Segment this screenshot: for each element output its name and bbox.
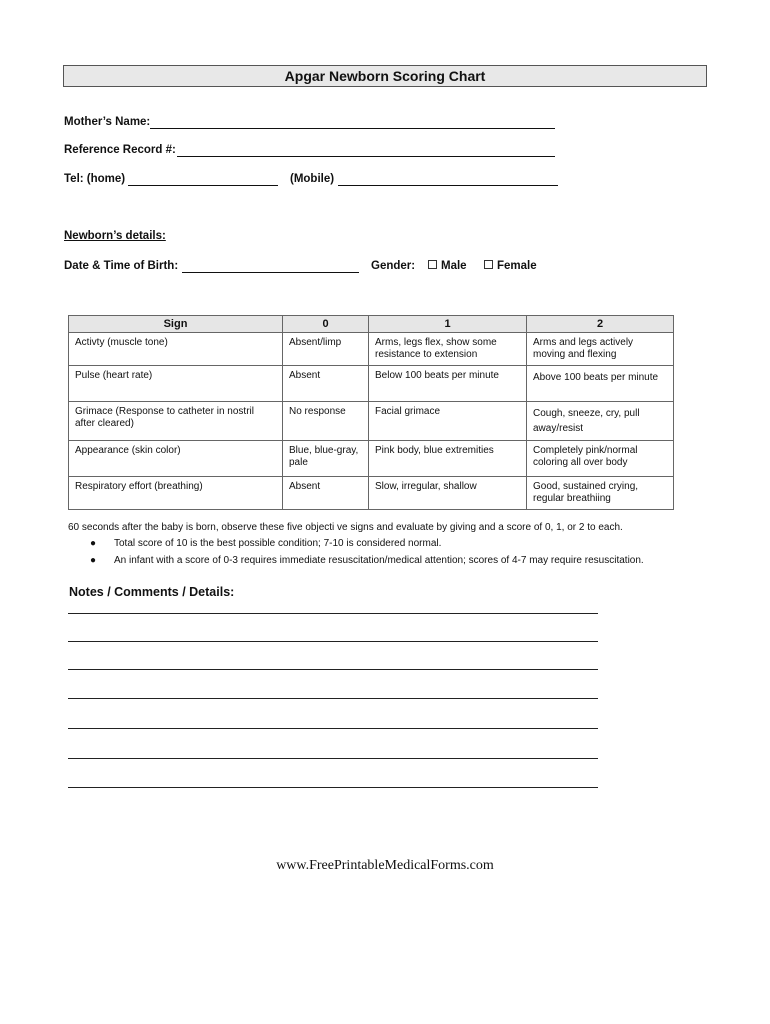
page-title: Apgar Newborn Scoring Chart	[63, 65, 707, 87]
score-0-cell: Absent/limp	[283, 333, 369, 366]
table-row	[69, 402, 674, 441]
score-2-cell: Arms and legs actively moving and flexing	[527, 333, 674, 366]
dob-label: Date & Time of Birth:	[64, 260, 179, 272]
tel-mobile-field[interactable]	[338, 185, 558, 186]
bullet-icon: ●	[90, 538, 97, 549]
bullet-text: Total score of 10 is the best possible condition; 7-10 is considered normal.	[114, 538, 442, 549]
male-label: Male	[441, 260, 467, 272]
table-header-row	[69, 316, 674, 333]
sign-cell: Activty (muscle tone)	[69, 333, 283, 366]
score-2-cell: Good, sustained crying, regular breathiing	[527, 477, 674, 510]
instructions-intro: 60 seconds after the baby is born, observe these five objecti ve signs and evaluate by giving and a score of 0, 1, or 2 to each.	[68, 522, 623, 533]
gender-label: Gender:	[371, 260, 416, 272]
tel-home-label: Tel: (home)	[64, 173, 126, 185]
notes-line[interactable]	[68, 613, 598, 614]
sign-cell: Grimace (Response to catheter in nostril after cleared)	[69, 402, 283, 441]
female-checkbox[interactable]	[484, 260, 493, 269]
header-sign: Sign	[69, 316, 283, 333]
score-0-cell: Blue, blue-gray, pale	[283, 441, 369, 477]
notes-line[interactable]	[68, 728, 598, 729]
notes-line[interactable]	[68, 758, 598, 759]
tel-home-field[interactable]	[128, 185, 278, 186]
instruction-bullet	[90, 555, 644, 566]
sign-cell: Pulse (heart rate)	[69, 366, 283, 402]
bullet-text: An infant with a score of 0-3 requires immediate resuscitation/medical attention; scores of 4-7 may require resuscitation.	[114, 555, 644, 566]
score-1-cell: Arms, legs flex, show some resistance to extension	[369, 333, 527, 366]
score-0-cell: Absent	[283, 366, 369, 402]
tel-mobile-label: (Mobile)	[290, 173, 335, 185]
score-0-cell: No response	[283, 402, 369, 441]
score-1-cell: Below 100 beats per minute	[369, 366, 527, 402]
notes-line[interactable]	[68, 787, 598, 788]
apgar-score-table	[68, 315, 674, 510]
score-0-cell: Absent	[283, 477, 369, 510]
table-row	[69, 333, 674, 366]
newborn-details-heading: Newborn’s details:	[64, 230, 166, 242]
notes-line[interactable]	[68, 669, 598, 670]
sign-cell: Respiratory effort (breathing)	[69, 477, 283, 510]
mothers-name-label: Mother’s Name:	[64, 116, 151, 128]
notes-line[interactable]	[68, 641, 598, 642]
score-1-cell: Pink body, blue extremities	[369, 441, 527, 477]
score-2-cell: Above 100 beats per minute	[527, 366, 674, 402]
instruction-bullet	[90, 538, 441, 549]
gender-female-option[interactable]	[484, 260, 537, 272]
gender-male-option[interactable]	[428, 260, 467, 272]
score-2-cell: Completely pink/normal coloring all over body	[527, 441, 674, 477]
reference-record-label: Reference Record #:	[64, 144, 176, 156]
header-score-0: 0	[283, 316, 369, 333]
female-label: Female	[497, 260, 537, 272]
table-row	[69, 366, 674, 402]
table-row	[69, 441, 674, 477]
header-score-1: 1	[369, 316, 527, 333]
score-1-cell: Slow, irregular, shallow	[369, 477, 527, 510]
dob-field[interactable]	[182, 272, 359, 273]
table-row	[69, 477, 674, 510]
notes-heading: Notes / Comments / Details:	[69, 585, 235, 599]
sign-cell: Appearance (skin color)	[69, 441, 283, 477]
score-2-cell: Cough, sneeze, cry, pull away/resist	[527, 402, 674, 441]
header-score-2: 2	[527, 316, 674, 333]
notes-line[interactable]	[68, 698, 598, 699]
mothers-name-field[interactable]	[150, 128, 555, 129]
male-checkbox[interactable]	[428, 260, 437, 269]
score-1-cell: Facial grimace	[369, 402, 527, 441]
reference-record-field[interactable]	[177, 156, 555, 157]
bullet-icon: ●	[90, 555, 97, 566]
footer-url: www.FreePrintableMedicalForms.com	[276, 858, 494, 873]
